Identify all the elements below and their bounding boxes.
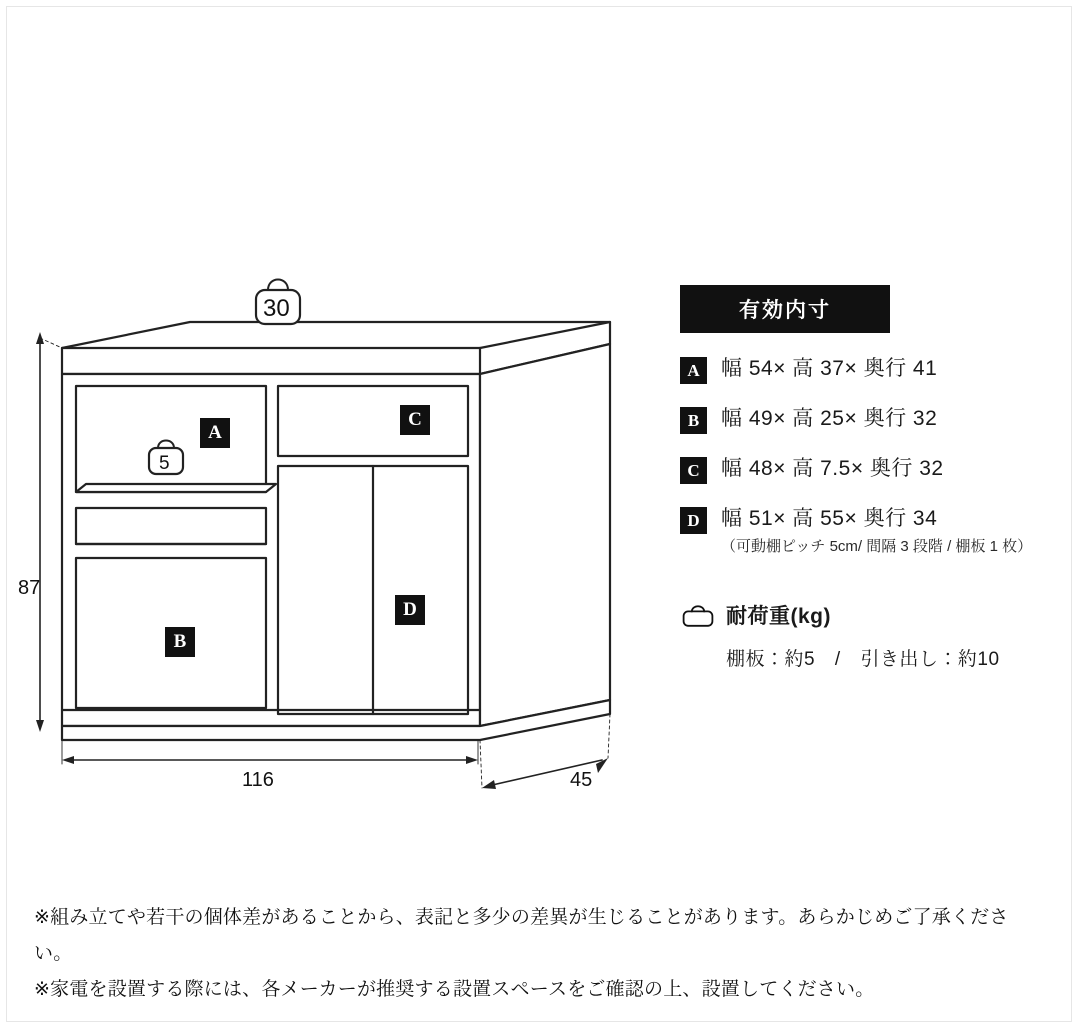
callout-badge-a: A — [200, 418, 230, 448]
load-capacity-label: 耐荷重(kg) — [726, 604, 831, 628]
load-drawer-value: 引き出し：約10 — [860, 648, 1000, 670]
product-dimension-illustration — [10, 270, 670, 830]
footnote-1: ※組み立てや若干の個体差があることから、表記と多少の差異が生じることがあります。あらかじめご了承ください。 — [34, 907, 1009, 965]
shelf-load-value: 5 — [159, 453, 170, 474]
spec-key-b: B — [680, 407, 707, 434]
spec-row-d — [680, 505, 1070, 558]
callout-badge-d: D — [395, 595, 425, 625]
callout-badge-c: C — [400, 405, 430, 435]
spec-text-b: 幅 49× 高 25× 奥行 32 — [721, 407, 938, 430]
spec-key-a: A — [680, 357, 707, 384]
dimension-height-label: 87 — [18, 577, 41, 599]
dimension-depth-label: 45 — [570, 769, 593, 791]
callout-badge-b: B — [165, 627, 195, 657]
spec-panel — [680, 285, 1070, 671]
dimension-width-label: 116 — [242, 769, 274, 791]
footnote-2: ※家電を設置する際には、各メーカーが推奨する設置スペースをご確認の上、設置してください。 — [34, 979, 875, 1001]
load-separator: / — [834, 648, 841, 670]
footnotes — [34, 900, 1044, 1008]
spec-row-a — [680, 355, 1070, 384]
spec-key-c: C — [680, 457, 707, 484]
load-capacity-values — [726, 644, 1070, 671]
spec-text-d-main: 幅 51× 高 55× 奥行 34 — [721, 507, 938, 530]
spec-row-b — [680, 405, 1070, 434]
spec-text-d-note: （可動棚ピッチ 5cm/ 間隔 3 段階 / 棚板 1 枚） — [721, 538, 1033, 556]
load-shelf-value: 棚板：約5 — [726, 648, 816, 670]
spec-text-d — [721, 505, 1032, 558]
load-capacity-block — [680, 600, 1070, 671]
spec-text-a: 幅 54× 高 37× 奥行 41 — [721, 357, 938, 380]
spec-key-d: D — [680, 507, 707, 534]
spec-row-c — [680, 455, 1070, 484]
spec-panel-title: 有効内寸 — [680, 285, 890, 333]
cabinet-line-drawing — [10, 270, 670, 830]
spec-text-c: 幅 48× 高 7.5× 奥行 32 — [721, 457, 944, 480]
top-load-value: 30 — [263, 295, 290, 322]
bag-icon — [680, 602, 716, 628]
